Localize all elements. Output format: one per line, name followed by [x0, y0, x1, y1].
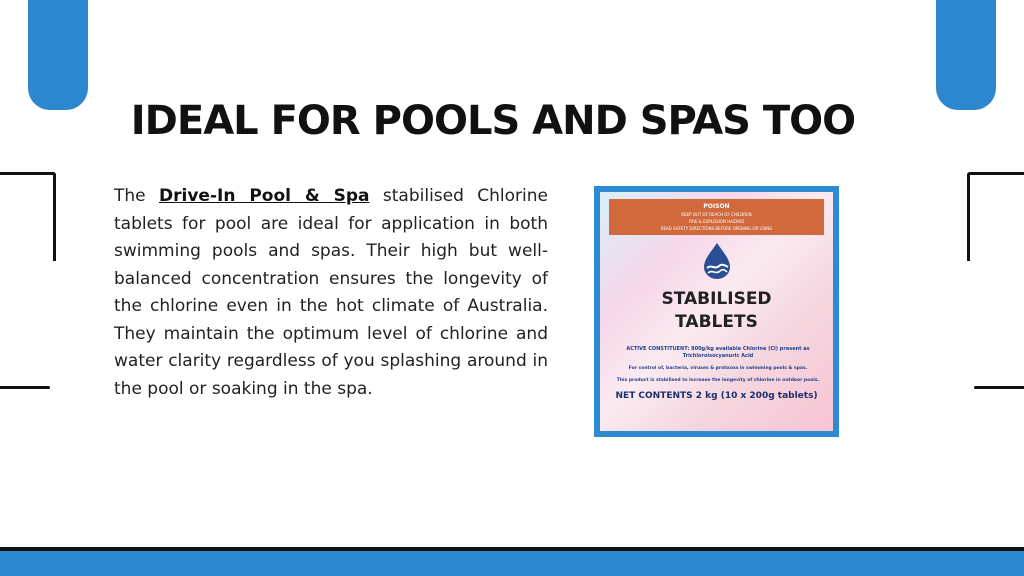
- warning-line-1: KEEP OUT OF REACH OF CHILDREN: [681, 212, 752, 217]
- decorative-tab-left: [28, 0, 88, 110]
- paragraph-body: stabilised Chlorine tablets for pool are ideal for application in both swimming pools and spas. Their high but well-balanced concentration ensures the longevity of the chlorine even in the hot climate of Australia. They maintain the optimum level of chlorine and water clarity regardless of you splashing around in the pool or soaking in the spa.: [114, 186, 548, 399]
- water-drop-icon: [700, 242, 734, 280]
- stabilised-note: This product is stabilised to increase the longevity of chlorine in outdoor pools.: [616, 378, 820, 383]
- warning-line-2: FIRE & EXPLOSION HAZARD: [688, 219, 745, 224]
- product-image: [594, 186, 839, 437]
- bracket-right-top: [967, 172, 1024, 261]
- bracket-left-bottom: [0, 386, 50, 389]
- product-name: [600, 288, 833, 334]
- footer-band: [0, 551, 1024, 576]
- warning-title: POISON: [703, 203, 730, 210]
- paragraph-intro: The: [114, 186, 160, 206]
- slide-title: IDEAL FOR POOLS AND SPAS TOO: [130, 98, 856, 144]
- product-name-line-2: TABLETS: [675, 312, 758, 332]
- drive-in-pool-spa-link[interactable]: Drive-In Pool & Spa: [159, 186, 370, 206]
- product-name-line-1: STABILISED: [661, 289, 772, 309]
- bracket-left-top: [0, 172, 56, 261]
- bracket-right-bottom: [974, 386, 1024, 389]
- usage-text: For control of, bacteria, viruses & protozoa in swimming pools & spas.: [628, 366, 808, 371]
- active-constituent: ACTIVE CONSTITUENT: 800g/kg available Chlorine (Cl) present as Trichloroisocyanuric Acid: [626, 346, 810, 359]
- decorative-tab-right: [936, 0, 996, 110]
- net-contents: NET CONTENTS 2 kg (10 x 200g tablets): [615, 391, 818, 401]
- warning-line-3: READ SAFETY DIRECTIONS BEFORE OPENING OR USING: [660, 226, 773, 231]
- body-paragraph: [114, 183, 548, 403]
- poison-warning-label: [609, 199, 824, 235]
